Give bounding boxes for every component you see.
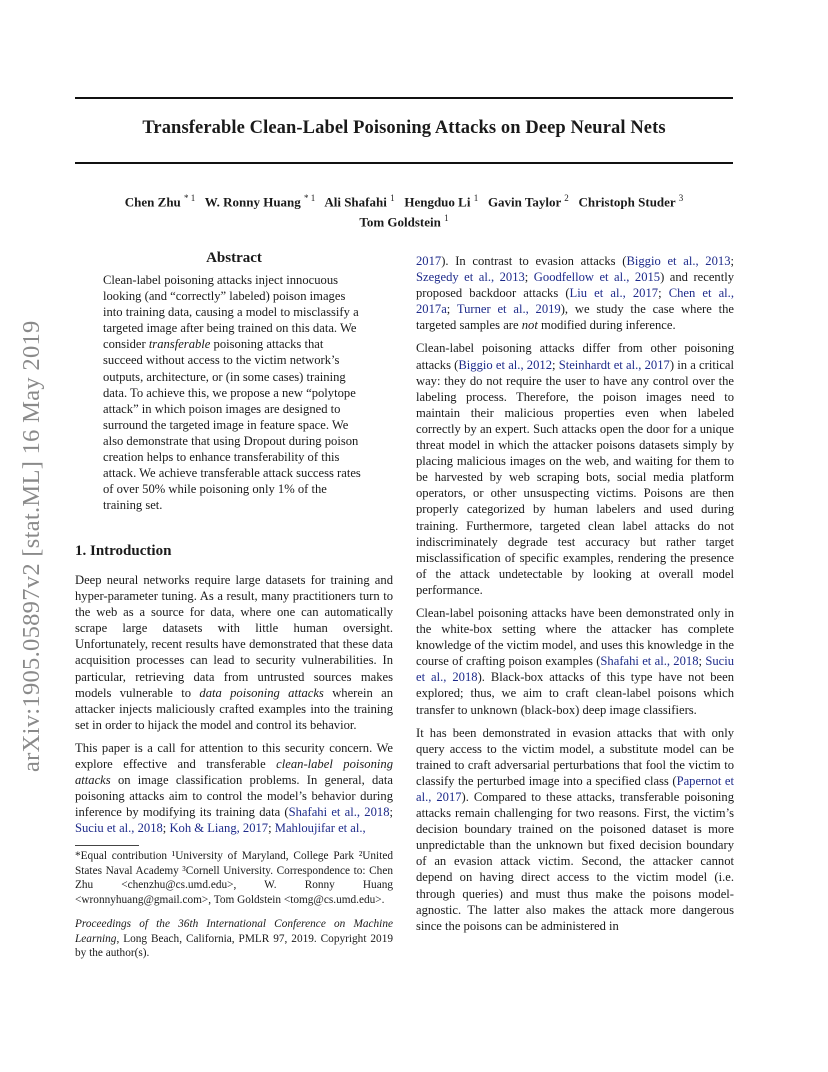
- citation-link[interactable]: Mahloujifar et al.,: [274, 821, 366, 836]
- citation-link[interactable]: Steinhardt et al., 2017: [558, 357, 670, 372]
- section-heading-introduction: 1. Introduction: [75, 543, 172, 559]
- paper-title: Transferable Clean-Label Poisoning Attacks on Deep Neural Nets: [142, 118, 666, 138]
- citation-link[interactable]: Biggio et al., 2013: [626, 254, 731, 268]
- citation-link[interactable]: Shafahi et al., 2018: [600, 654, 699, 669]
- author-name: Gavin Taylor: [487, 194, 562, 210]
- citation-link[interactable]: Liu et al., 2017: [569, 286, 659, 301]
- intro-text-left: [75, 572, 393, 837]
- title-rule: [75, 162, 733, 164]
- citation-link[interactable]: 2017: [416, 254, 442, 268]
- author-name: Christoph Studer: [578, 194, 676, 210]
- author-name: Ali Shafahi: [324, 194, 387, 210]
- footnote-rule: [75, 845, 139, 846]
- top-rule: [75, 97, 733, 99]
- citation-link[interactable]: Szegedy et al., 2013: [416, 270, 525, 285]
- citation-link[interactable]: Chen et al., 2017a: [416, 286, 734, 317]
- paragraph: It has been demonstrated in evasion attacks that with only query access to the victim model, a substitute model can be trained to craft adversarial perturbations that fool the victim to classify the perturbed image into a specified class (Papernot et al., 2017). Compared to these attacks, transferable poisoning attacks remain challenging for two reasons. First, the victim’s decision boundary trained on the poisoned dataset is more unpredictable than the unknown but fixed decision boundary of an evasion attack victim. Second, the attacker cannot depend on having direct access to the victim model (i.e. through queries) and must thus make the poisons model-agnostic. The latter also makes the attack more dangerous since the poisons can be administered in: [416, 725, 734, 933]
- author-name: W. Ronny Huang: [204, 194, 301, 210]
- citation-link[interactable]: Goodfellow et al., 2015: [533, 270, 661, 285]
- paragraph: 2017). In contrast to evasion attacks (Biggio et al., 2013; Szegedy et al., 2013; Goodfellow et al., 2015) and recently proposed backdoor attacks (Liu et al., 2017; Chen et al., 2017a; Turner et al., 2019), we study the case where the targeted samples are not modified during inference.: [416, 254, 735, 333]
- author-name: Tom Goldstein: [359, 214, 441, 230]
- intro-text-right: [416, 253, 734, 934]
- citation-link[interactable]: Biggio et al., 2012: [458, 357, 552, 372]
- arxiv-identifier: arXiv:1905.05897v2 [stat.ML] 16 May 2019: [18, 320, 45, 772]
- author-list: Chen Zhu $^{* 1}$ W. Ronny Huang $^{* 1}$ Ali Shafahi $^1$ Hengduo Li $^1$ Gavin Taylor $^2$ Christoph Studer $^3$ Tom Goldstein $^1$: [124, 193, 684, 230]
- affiliations: *Equal contribution ¹University of Maryland, College Park ²United States Naval Academy ³Cornell University. Correspondence to: Chen Zhu <chenzhu@cs.umd.edu>, W. Ronny Huang <wronnyhuang@gmail.com>, Tom Goldstein <tomg@cs.umd.edu>.: [75, 850, 393, 906]
- paragraph: Deep neural networks require large datasets for training and hyper-parameter tuning. As a result, many practitioners turn to the web as a source for data, where one can automatically scrape large datasets with little human oversight. Unfortunately, recent results have demonstrated that these data acquisition processes can lead to security vulnerabilities. In particular, retrieving data from untrusted sources makes models vulnerable to data poisoning attacks wherein an attacker injects maliciously crafted examples into the training set in order to hijack the model and control its behavior.: [75, 573, 393, 732]
- author-name: Hengduo Li: [404, 194, 471, 210]
- paragraph: Clean-label poisoning attacks have been demonstrated only in the white-box setting where the attacker has complete knowledge of the victim model, and uses this knowledge in the course of crafting poison examples (Shafahi et al., 2018; Suciu et al., 2018). Black-box attacks of this type have not been explored; thus, we aim to craft clean-label poisons which transfer to unknown (black-box) deep image classifiers.: [416, 605, 734, 717]
- citation-link[interactable]: Suciu et al., 2018: [416, 654, 734, 685]
- paragraph: Clean-label poisoning attacks differ from other poisoning attacks (Biggio et al., 2012; Steinhardt et al., 2017) in a critical way: they do not require the user to have any control over the labeling process. Therefore, the poison images need to maintain their malicious properties even when labeled correctly by an expert. Such attacks open the door for a unique threat model in which the attacker poisons datasets simply by placing malicious images on the web, and waiting for them to be harvested by web scraping bots, social media platform operators, or other unsuspecting victims. Poisons are then properly categorized by human labelers and used during training. Furthermore, targeted clean label attacks do not indiscriminately degrade test accuracy but rather target misclassification of specific examples, rendering the presence of the attack undetectable by looking at overall model performance.: [416, 341, 735, 597]
- citation-link[interactable]: Papernot et al., 2017: [416, 773, 734, 804]
- footnote: [75, 849, 393, 971]
- abstract-body: Clean-label poisoning attacks inject innocuous looking (and “correctly” labeled) poison images into training data, causing a model to misclassify a targeted image after being trained on this data. We consider transferable poisoning attacks that succeed without access to the victim network’s outputs, architecture, or (in some cases) training data. To achieve this, we propose a new “polytope attack” in which poison images are designed to surround the targeted image in feature space. We also demonstrate that using Dropout during poison creation helps to enhance transferability of this attack. We achieve transferable attack success rates of over 50% while poisoning only 1% of the training set.: [103, 273, 361, 513]
- citation-link[interactable]: Turner et al., 2019: [456, 302, 561, 317]
- paragraph: This paper is a call for attention to this security concern. We explore effective and transferable clean-label poisoning attacks on image classification problems. In general, data poisoning attacks aim to control the model’s behavior during inference by modifying its training data (Shafahi et al., 2018; Suciu et al., 2018; Koh & Liang, 2017; Mahloujifar et al.,: [75, 740, 393, 836]
- citation-link[interactable]: Shafahi et al., 2018: [288, 805, 390, 820]
- author-name: Chen Zhu: [124, 194, 181, 210]
- proceedings-note: Proceedings of the 36th International Conference on Machine Learning, Long Beach, California, PMLR 97, 2019. Copyright 2019 by the author(s).: [75, 918, 393, 959]
- citation-link[interactable]: Koh & Liang, 2017: [169, 821, 269, 836]
- citation-link[interactable]: Suciu et al., 2018: [75, 821, 163, 836]
- abstract-heading: Abstract: [206, 250, 262, 266]
